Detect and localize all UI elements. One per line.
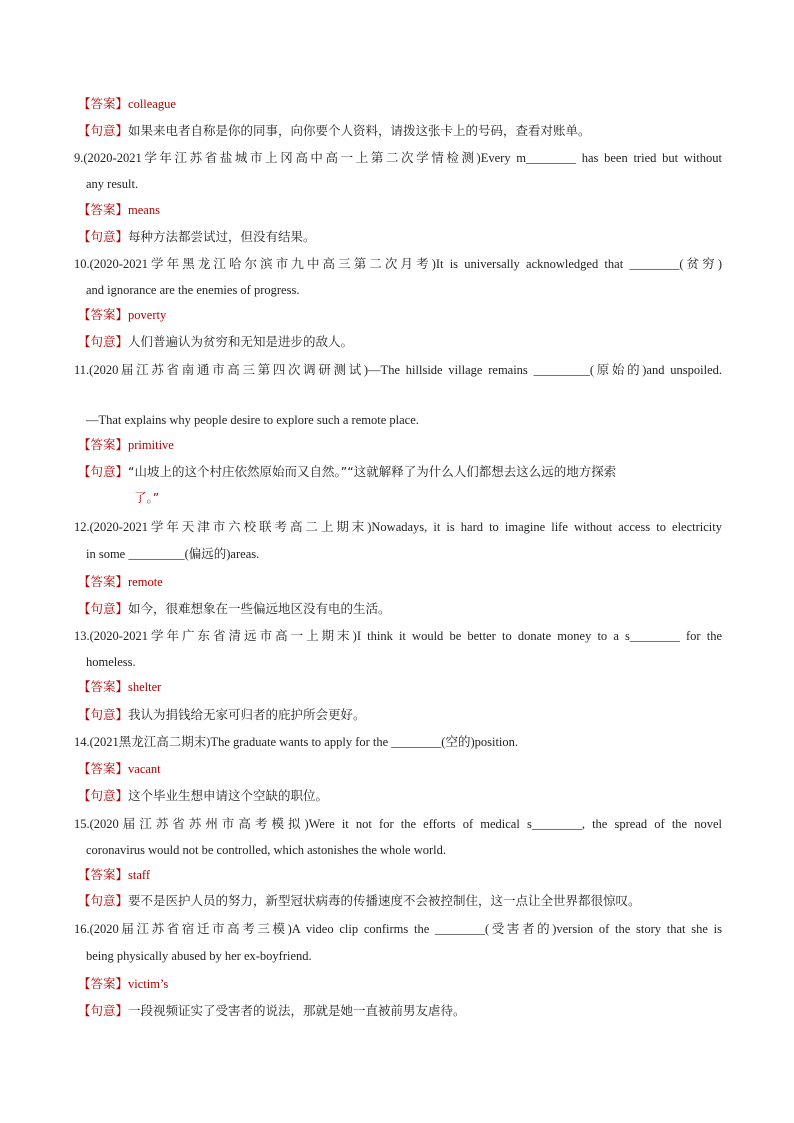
meaning-tag: 【句意】: [78, 464, 129, 479]
answer-text: staff: [128, 868, 151, 882]
meaning-tag: 【句意】: [78, 123, 129, 138]
answer-line: [78, 96, 176, 112]
meaning-tag: 【句意】: [78, 893, 129, 908]
meaning-text: 如今，很难想象在一些偏远地区没有电的生活。: [128, 601, 391, 616]
answer-tag: 【答案】: [78, 437, 129, 452]
meaning-tag: 【句意】: [78, 229, 129, 244]
meaning-line: [78, 1003, 466, 1019]
question-line: [74, 921, 722, 937]
answer-text: primitive: [128, 438, 174, 452]
meaning-line: [78, 123, 591, 139]
answer-tag: 【答案】: [78, 761, 129, 776]
question-line: [74, 816, 722, 832]
answer-tag: 【答案】: [78, 574, 129, 589]
answer-line: [78, 437, 174, 453]
answer-text: victim’s: [128, 977, 169, 991]
meaning-text: 人们普遍认为贫穷和无知是进步的敌人。: [128, 334, 354, 349]
question-text: 11.(2020届江苏省南通市高三第四次调研测试)—The hillside village remains _________(原始的)and unspoiled.: [74, 363, 722, 377]
question-text: 12.(2020-2021学年天津市六校联考高二上期末)Nowadays, it is hard to imagine life without access to electricity: [74, 520, 722, 534]
answer-text: colleague: [128, 97, 176, 111]
question-line: [74, 519, 722, 535]
question-line: [74, 628, 722, 644]
answer-tag: 【答案】: [78, 202, 129, 217]
question-line: and ignorance are the enemies of progress.: [86, 283, 300, 297]
meaning-tag: 【句意】: [78, 601, 129, 616]
question-line: [74, 150, 722, 166]
answer-tag: 【答案】: [78, 679, 129, 694]
question-line: 14.(2021黑龙江高二期末)The graduate wants to apply for the ________(空的)position.: [74, 735, 519, 749]
meaning-line: [78, 893, 641, 909]
meaning-tag: 【句意】: [78, 788, 129, 803]
meaning-text: 这个毕业生想申请这个空缺的职位。: [128, 788, 329, 803]
answer-line: [78, 202, 160, 218]
question-line: [74, 362, 722, 378]
answer-line: [78, 867, 150, 883]
answer-tag: 【答案】: [78, 96, 129, 111]
answer-text: means: [128, 203, 160, 217]
question-text: 10.(2020-2021学年黑龙江哈尔滨市九中高三第二次月考)It is universally acknowledged that ________(贫穷): [74, 257, 722, 271]
answer-line: [78, 574, 163, 590]
answer-tag: 【答案】: [78, 867, 129, 882]
answer-text: remote: [128, 575, 163, 589]
answer-text: vacant: [128, 762, 161, 776]
question-line: —That explains why people desire to explore such a remote place.: [86, 413, 419, 427]
meaning-line: [78, 464, 616, 480]
meaning-line: [78, 707, 366, 723]
question-text: 9.(2020-2021学年江苏省盐城市上冈高中高一上第二次学情检测)Every m________ has been tried but without: [74, 151, 722, 165]
question-text: 15.(2020届江苏省苏州市高考模拟)Were it not for the efforts of medical s________, the spread of the novel: [74, 817, 722, 831]
question-line: [74, 256, 722, 272]
meaning-text: 如果来电者自称是你的同事，向你要个人资料，请拨这张卡上的号码，查看对账单。: [128, 123, 591, 138]
answer-text: shelter: [128, 680, 162, 694]
answer-tag: 【答案】: [78, 307, 129, 322]
meaning-line: [78, 229, 316, 245]
question-text: 16.(2020届江苏省宿迁市高考三模)A video clip confirms the ________(受害者的)version of the story that she is: [74, 922, 722, 936]
meaning-text: 了。”: [134, 490, 160, 505]
question-text: 13.(2020-2021学年广东省清远市高一上期末)I think it would be better to donate money to a s________ for the: [74, 629, 722, 643]
answer-line: [78, 761, 161, 777]
question-line: coronavirus would not be controlled, which astonishes the whole world.: [86, 843, 446, 857]
answer-line: [78, 976, 168, 992]
question-line: being physically abused by her ex-boyfriend.: [86, 949, 312, 963]
question-line: any result.: [86, 177, 139, 191]
meaning-line: [78, 601, 391, 617]
meaning-text: 一段视频证实了受害者的说法，那就是她一直被前男友虐待。: [128, 1003, 466, 1018]
answer-line: [78, 679, 161, 695]
meaning-tag: 【句意】: [78, 334, 129, 349]
meaning-text: 每种方法都尝试过，但没有结果。: [128, 229, 316, 244]
meaning-text: 我认为捐钱给无家可归者的庇护所会更好。: [128, 707, 366, 722]
meaning-text: 要不是医护人员的努力，新型冠状病毒的传播速度不会被控制住，这一点让全世界都很惊叹。: [128, 893, 641, 908]
answer-tag: 【答案】: [78, 976, 129, 991]
question-line: homeless.: [86, 655, 136, 669]
meaning-line: [78, 334, 353, 350]
meaning-tag: 【句意】: [78, 1003, 129, 1018]
meaning-continuation: [134, 490, 159, 506]
meaning-line: [78, 788, 328, 804]
meaning-text: “山坡上的这个村庄依然原始而又自然。”“这就解释了为什么人们都想去这么远的地方探索: [128, 464, 617, 479]
answer-text: poverty: [128, 308, 167, 322]
meaning-tag: 【句意】: [78, 707, 129, 722]
question-line: in some _________(偏远的)areas.: [86, 547, 260, 561]
answer-line: [78, 307, 166, 323]
